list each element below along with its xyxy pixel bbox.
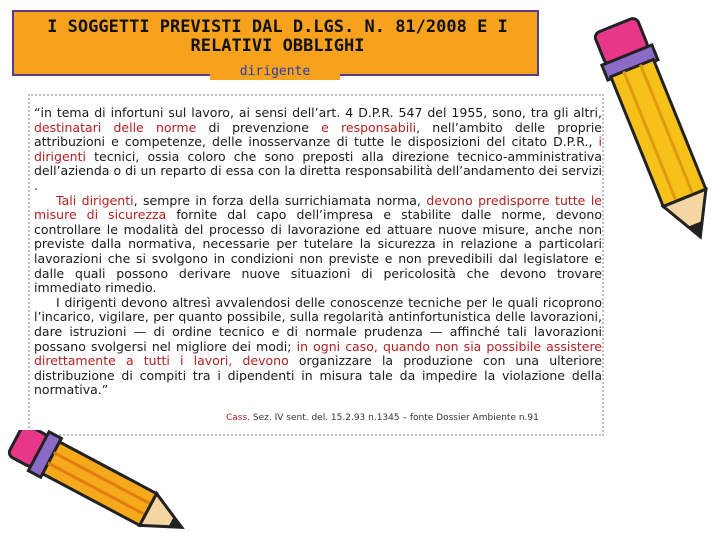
- quote-text: [34, 106, 602, 398]
- highlighted-text: in ogni caso, quando non sia possibile assistere direttamente a tutti i lavori, devono: [34, 338, 602, 369]
- citation-court: Cass.: [226, 413, 251, 423]
- text-run: organizzare la produzione con una ulteriore distribuzione di compiti tra i dipendenti in misura tale da impedire la violazione della normativa.”: [34, 353, 602, 398]
- highlighted-text: Tali dirigenti: [56, 192, 134, 208]
- citation-reference: Sez. IV sent. del. 15.2.93 n.1345 – fonte Dossier Ambiente n.91: [250, 413, 539, 423]
- quote-paragraph-2: [34, 194, 602, 296]
- pencil-bottom-left-icon: [0, 430, 200, 540]
- highlighted-text: destinatari delle norme: [34, 119, 197, 135]
- quote-paragraph-3: [34, 296, 602, 398]
- slide-title: I SOGGETTI PREVISTI DAL D.LGS. N. 81/2008 E I RELATIVI OBBLIGHI: [47, 17, 508, 56]
- text-run: , sempre in forza della surrichiamata norma,: [133, 192, 427, 208]
- slide-subtitle: dirigente: [210, 64, 340, 80]
- text-run: “in tema di infortuni sul lavoro, ai sensi dell’art. 4 D.P.R. 547 del 1955, sono, tra gli altri,: [34, 105, 602, 120]
- text-run: , nell’ambito delle proprie attribuzioni e competenze, delle inosservanze di tutte le disposizioni del citato D.P.R.,: [34, 119, 602, 150]
- highlighted-text: e responsabili: [321, 119, 417, 135]
- highlighted-text: devono predisporre tutte le misure di sicurezza: [34, 192, 602, 223]
- text-run: tecnici, ossia coloro che sono preposti alla direzione tecnico-amministrativa dell’azienda o di un reparto di essa con la diretta responsabilità dell’andamento dei servizi .: [34, 148, 602, 193]
- text-run: I dirigenti devono altresì avvalendosi delle conoscenze tecniche per le quali ricoprono l’incarico, vigilare, per quanto possibile, sulla regolarità antinfortunistica delle lavorazioni, dare istruzioni — di ordine tecnico e di normale prudenza — affinché tali lavorazioni possano svolgersi nel migliore dei modi;: [34, 294, 602, 354]
- quote-paragraph-1: [34, 106, 602, 194]
- highlighted-text: i dirigenti: [34, 134, 602, 164]
- pencil-top-right-icon: [590, 0, 720, 260]
- text-run: fornite dal capo dell’impresa e stabilite dalle norme, devono controllare le modalità del processo di lavorazione ed attuare nuove misure, anche non previste dalla normativa, necessarie per tutelare la sicurezza in relazione a particolari lavorazioni che si svolgono in condizioni non previste e non prevedibili dal legislatore e dalle quali possono derivare nuove situazioni di pericolosità che devono trovare immediato rimedio.: [34, 207, 602, 296]
- text-run: di prevenzione: [196, 119, 322, 135]
- citation: [226, 413, 539, 423]
